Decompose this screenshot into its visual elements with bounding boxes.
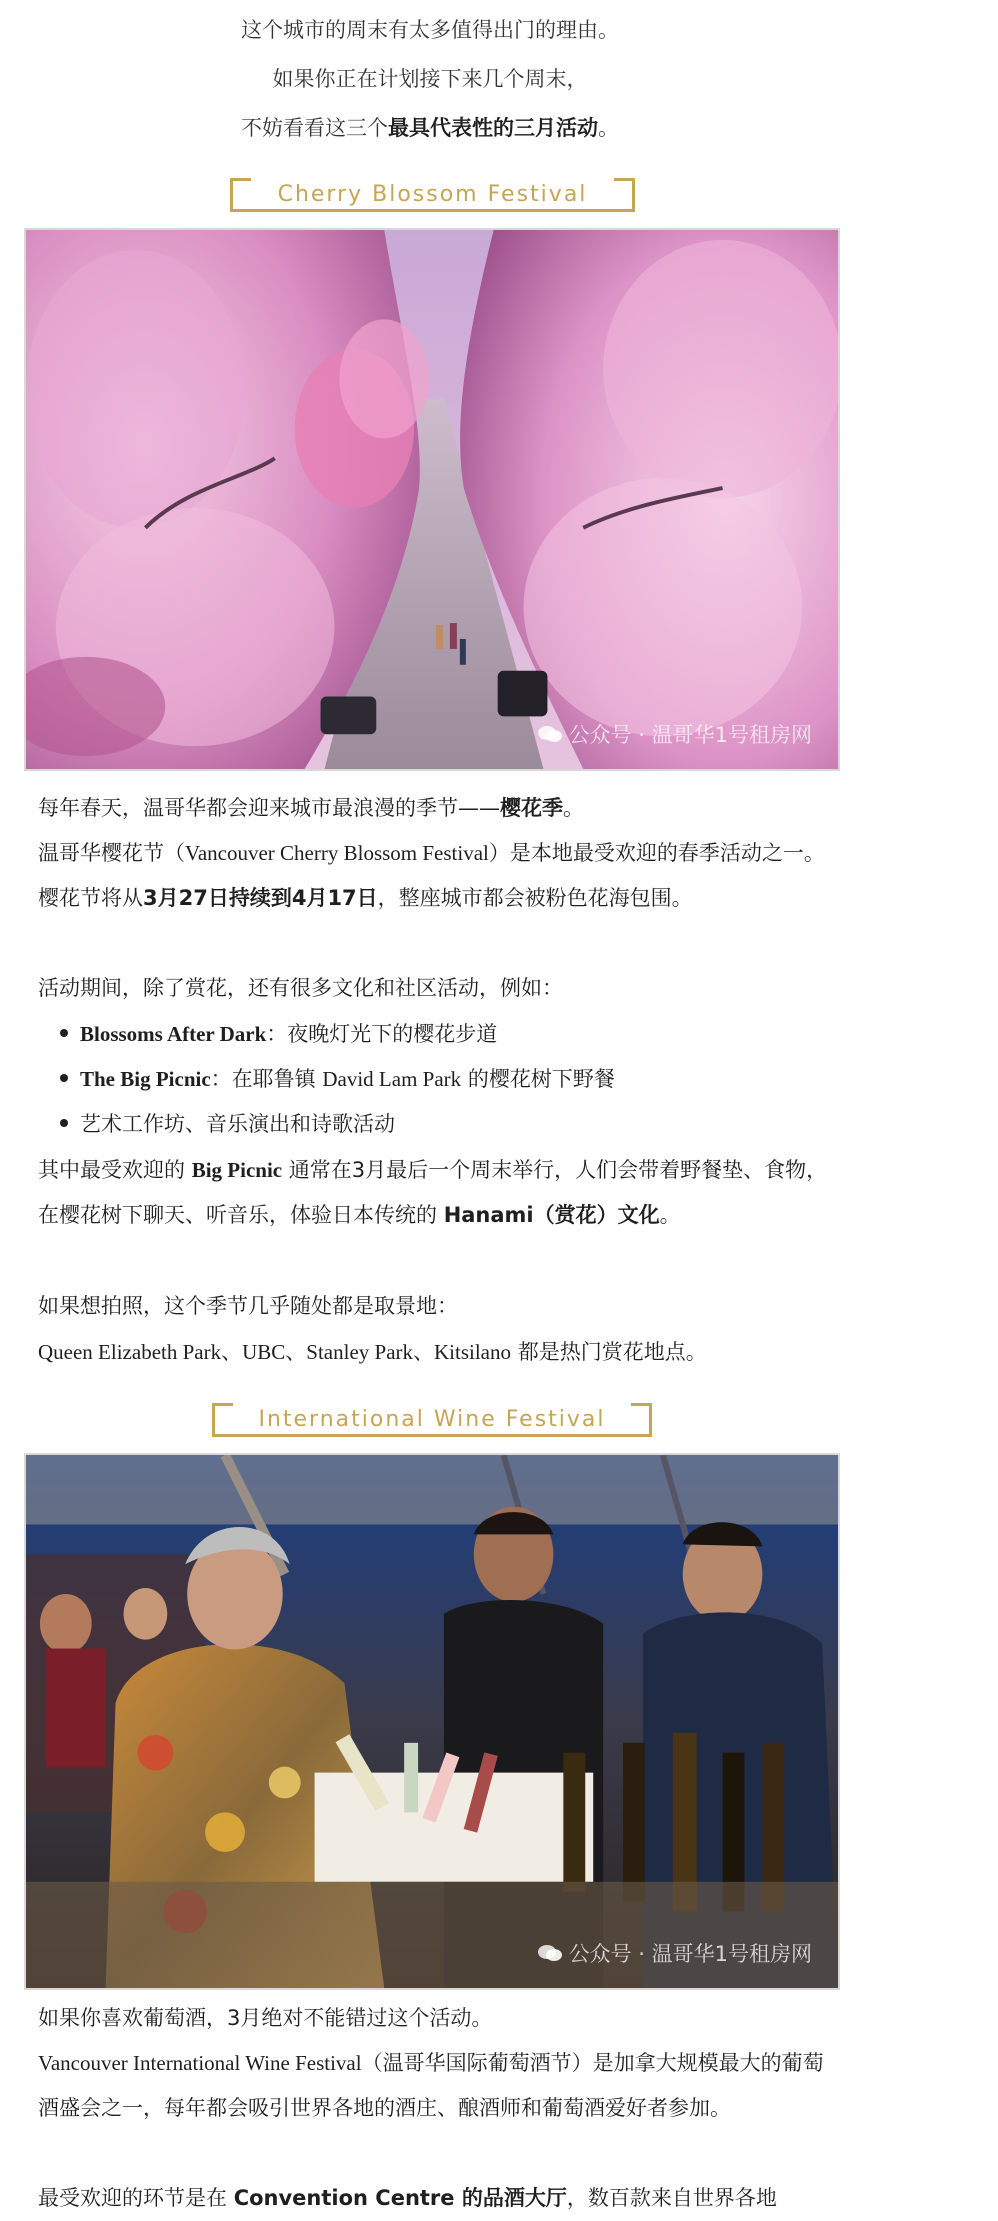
bullet-2-bold: The Big Picnic <box>80 1067 211 1091</box>
intro-line-2: 如果你正在计划接下来几个周末， <box>272 67 588 91</box>
cherry-p4-a: 其中最受欢迎的 <box>38 1158 192 1182</box>
bullet-item-3 <box>60 1102 395 1147</box>
bullet-dot <box>60 1074 68 1082</box>
title-corner-left <box>230 178 251 193</box>
bullet-dot <box>60 1119 68 1127</box>
photo-watermark <box>537 1938 812 1968</box>
cherry-p2-c: ，整座城市都会被粉色花海包围。 <box>377 886 693 910</box>
cherry-p4-c: 。 <box>659 1203 681 1227</box>
intro-line-3 <box>0 112 860 142</box>
wine-p2-en: Vancouver International Wine Festival <box>38 2051 362 2075</box>
wine-p3-bold: Convention Centre 的品酒大厅 <box>233 2186 567 2210</box>
section-title-cherry-blossom <box>230 178 635 212</box>
title-corner-left <box>212 1403 233 1418</box>
watermark-text: 公众号 · 温哥华1号租房网 <box>568 723 812 747</box>
cherry-p2-b: ）是本地最受欢迎的春季活动之一。樱花节将从 <box>38 841 825 910</box>
cherry-p2-dates: 3月27日持续到4月17日 <box>143 886 378 910</box>
cherry-paragraph-1 <box>38 786 838 831</box>
cherry-blossom-image <box>26 230 838 769</box>
cherry-p2-a: 温哥华樱花节（ <box>38 841 185 865</box>
intro-line-3-prefix: 不妨看看这三个 <box>241 116 388 140</box>
cherry-paragraph-3: 活动期间，除了赏花，还有很多文化和社区活动，例如： <box>38 976 563 1000</box>
wine-paragraph-3 <box>38 2176 838 2221</box>
intro-line-3-suffix: 。 <box>598 116 619 140</box>
bullet-2-text-a: ：在耶鲁镇 <box>210 1067 323 1091</box>
cherry-p1-prefix: 每年春天，温哥华都会迎来城市最浪漫的季节—— <box>38 796 500 820</box>
wine-paragraph-2 <box>38 2041 838 2131</box>
cherry-p4-bold-1: Big Picnic <box>191 1158 283 1182</box>
cherry-p1-suffix: 。 <box>563 796 584 820</box>
watermark-text: 公众号 · 温哥华1号租房网 <box>568 1942 812 1966</box>
wine-p3-b: ，数百款来自世界各地 <box>566 2186 777 2210</box>
section-title-text: International Wine Festival <box>258 1407 606 1432</box>
cherry-blossom-photo <box>24 228 840 771</box>
wechat-icon <box>537 724 563 744</box>
intro-highlight: 最具代表性的三月活动 <box>388 116 598 140</box>
cherry-paragraph-6 <box>38 1330 868 1375</box>
cherry-p4-b: 通常在3月最后一个周末举行，人们会带着野餐垫、食物，在樱花树下聊天、听音乐，体验日本传统的 <box>38 1158 828 1227</box>
cherry-paragraph-4 <box>38 1148 838 1238</box>
cherry-p1-bold: 樱花季 <box>500 796 563 820</box>
intro-line-1: 这个城市的周末有太多值得出门的理由。 <box>241 18 619 42</box>
wine-festival-photo <box>24 1453 840 1990</box>
cherry-p2-en: Vancouver Cherry Blossom Festival <box>185 841 489 865</box>
title-bottom-line <box>230 209 635 212</box>
wine-paragraph-1: 如果你喜欢葡萄酒，3月绝对不能错过这个活动。 <box>38 2006 493 2030</box>
bullet-dot <box>60 1029 68 1037</box>
bullet-1-bold: Blossoms After Dark <box>80 1022 267 1046</box>
cherry-p4-bold-2: Hanami（赏花）文化 <box>443 1203 660 1227</box>
wine-festival-image <box>26 1455 838 1988</box>
bullet-1-text: ：夜晚灯光下的樱花步道 <box>266 1022 498 1046</box>
cherry-paragraph-2 <box>38 831 838 921</box>
photo-watermark <box>537 719 812 749</box>
wechat-icon <box>537 1943 563 1963</box>
bullet-item-1 <box>60 1012 497 1057</box>
cherry-p6-cn: 都是热门赏花地点。 <box>511 1340 707 1364</box>
section-title-wine-festival <box>212 1403 652 1437</box>
bullet-2-text-b: 的樱花树下野餐 <box>461 1067 615 1091</box>
bullet-3-text: 艺术工作坊、音乐演出和诗歌活动 <box>80 1112 395 1136</box>
title-bottom-line <box>212 1434 652 1437</box>
wine-p3-a: 最受欢迎的环节是在 <box>38 2186 234 2210</box>
cherry-paragraph-5: 如果想拍照，这个季节几乎随处都是取景地： <box>38 1294 458 1318</box>
cherry-p6-places: Queen Elizabeth Park、UBC、Stanley Park、Kitsilano <box>38 1340 512 1364</box>
bullet-item-2 <box>60 1057 615 1102</box>
bullet-2-text-en: David Lam Park <box>322 1067 462 1091</box>
wine-p2-cn: （温哥华国际葡萄酒节）是加拿大规模最大的葡萄酒盛会之一，每年都会吸引世界各地的酒庄、酿酒师和葡萄酒爱好者参加。 <box>38 2051 824 2120</box>
section-title-text: Cherry Blossom Festival <box>277 182 588 207</box>
